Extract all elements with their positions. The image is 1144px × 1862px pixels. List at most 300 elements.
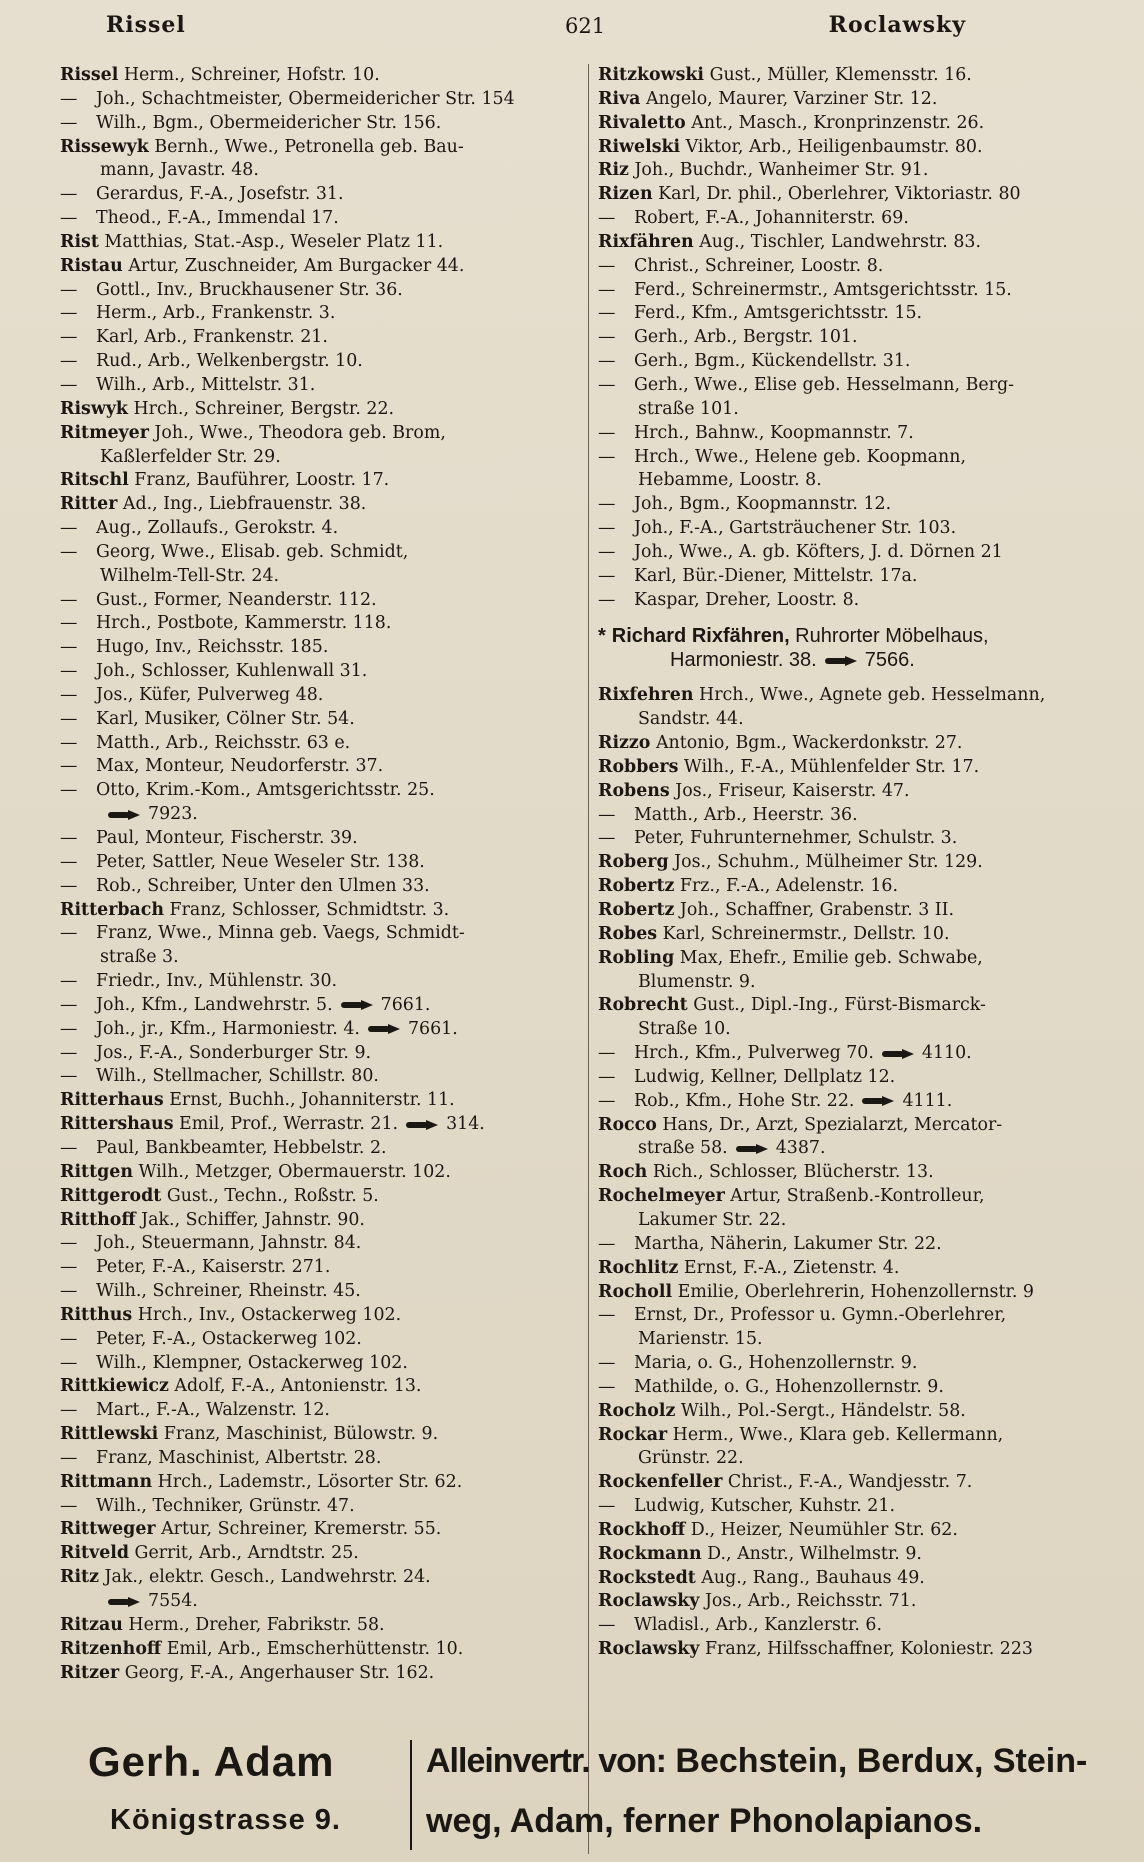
entry-dash: — — [60, 851, 78, 872]
entry-details: Wilh., F.-A., Mühlenfelder Str. 17. — [678, 756, 980, 777]
entry-surname: Roclawsky — [598, 1639, 700, 1660]
directory-entry — [60, 1280, 580, 1304]
entry-line — [60, 1328, 580, 1352]
entry-line — [60, 994, 580, 1018]
directory-entry — [598, 994, 1118, 1042]
entry-details: Rud., Arb., Welkenbergstr. 10. — [96, 351, 363, 372]
entry-line — [598, 112, 1118, 136]
directory-entry — [60, 1089, 580, 1113]
entry-details: Hrch., Kfm., Pulverweg 70. — [634, 1043, 874, 1064]
entry-dash: — — [60, 971, 78, 992]
entry-line — [60, 636, 580, 660]
entry-dash: — — [60, 732, 78, 753]
entry-surname: Robrecht — [598, 995, 688, 1016]
entry-line — [60, 899, 580, 923]
directory-entry — [598, 422, 1118, 446]
entry-details: Gerh., Bgm., Kückendellstr. 31. — [634, 351, 911, 372]
entry-dash: — — [60, 1018, 78, 1039]
entry-details: Gust., Techn., Roßstr. 5. — [161, 1185, 379, 1206]
entry-line — [598, 589, 1118, 613]
ad-entry-name: Richard Rixfähren, — [611, 625, 790, 648]
entry-continuation: Sandstr. 44. — [638, 709, 744, 730]
entry-surname: Ritterhaus — [60, 1090, 164, 1111]
directory-entry — [60, 612, 580, 636]
entry-line — [60, 88, 580, 112]
entry-line — [60, 851, 580, 875]
directory-entry — [60, 994, 580, 1018]
directory-entry — [60, 136, 580, 184]
directory-entry — [598, 541, 1118, 565]
entry-dash: — — [598, 804, 616, 825]
telephone-icon — [406, 1120, 440, 1130]
entry-line — [60, 1185, 580, 1209]
entry-dash: — — [60, 1352, 78, 1373]
entry-surname: Ritterbach — [60, 899, 165, 920]
entry-dash: — — [598, 1376, 616, 1397]
entry-surname: Ritveld — [60, 1543, 130, 1564]
directory-entry — [60, 88, 580, 112]
entry-dash: — — [598, 1305, 616, 1326]
entry-details: Ferd., Kfm., Amtsgerichtsstr. 15. — [634, 303, 923, 324]
entry-line — [598, 875, 1118, 899]
entry-line — [598, 183, 1118, 207]
entry-line — [60, 469, 580, 493]
directory-entry — [598, 88, 1118, 112]
entry-line — [60, 136, 580, 160]
entry-line — [60, 589, 580, 613]
entry-line — [60, 1256, 580, 1280]
entry-dash: — — [60, 1066, 78, 1087]
entry-continuation — [60, 803, 580, 827]
directory-entry — [598, 1042, 1118, 1066]
directory-entry — [598, 875, 1118, 899]
entry-details: Ferd., Schreinermstr., Amtsgerichtsstr. 15. — [634, 279, 1012, 300]
directory-entry — [598, 1638, 1118, 1662]
entry-dash: — — [598, 374, 616, 395]
directory-entry — [60, 1638, 580, 1662]
telephone-number: 7661. — [360, 1019, 458, 1039]
entry-details: Christ., F.-A., Wandjesstr. 7. — [722, 1472, 973, 1493]
entry-line — [60, 612, 580, 636]
directory-entry — [598, 1614, 1118, 1638]
entry-surname: Rockar — [598, 1424, 668, 1445]
entry-details: Artur, Schreiner, Kremerstr. 55. — [155, 1519, 442, 1540]
entry-line — [598, 1567, 1118, 1591]
entry-line — [60, 779, 580, 803]
entry-details: Wilh., Techniker, Grünstr. 47. — [96, 1495, 355, 1516]
entry-surname: Ritter — [60, 494, 118, 515]
entry-details: Matth., Arb., Reichsstr. 63 e. — [96, 732, 351, 753]
entry-dash: — — [598, 279, 616, 300]
directory-entry — [60, 302, 580, 326]
directory-entry — [598, 827, 1118, 851]
entry-dash: — — [60, 1233, 78, 1254]
directory-entry — [598, 1066, 1118, 1090]
directory-entry — [60, 1018, 580, 1042]
entry-line — [60, 1566, 580, 1590]
entry-line — [598, 851, 1118, 875]
entry-line — [60, 1399, 580, 1423]
entry-line — [60, 422, 580, 446]
directory-entry — [60, 1399, 580, 1423]
ad-line-1 — [426, 1742, 1087, 1781]
directory-entry — [598, 1233, 1118, 1257]
directory-entry — [60, 1614, 580, 1638]
ad-divider — [410, 1740, 412, 1850]
entry-details: Peter, F.-A., Ostackerweg 102. — [96, 1328, 362, 1349]
entry-details: Joh., jr., Kfm., Harmoniestr. 4. — [96, 1018, 360, 1039]
entry-surname: Rittgen — [60, 1161, 133, 1182]
directory-entry — [598, 1471, 1118, 1495]
directory-entry — [598, 1376, 1118, 1400]
directory-entry — [60, 684, 580, 708]
entry-line — [598, 1424, 1118, 1448]
entry-details: Aug., Zollaufs., Gerokstr. 4. — [96, 518, 339, 539]
directory-entry — [598, 64, 1118, 88]
entry-line — [60, 1042, 580, 1066]
entry-line — [598, 1090, 1118, 1114]
entry-line — [598, 1161, 1118, 1185]
entry-line — [598, 374, 1118, 398]
entry-surname: Rissewyk — [60, 136, 149, 157]
entry-dash: — — [60, 1042, 78, 1063]
directory-entry — [60, 1328, 580, 1352]
directory-entry — [60, 231, 580, 255]
entry-line — [60, 493, 580, 517]
entry-surname: Ritschl — [60, 470, 129, 491]
directory-entry — [598, 804, 1118, 828]
entry-continuation: Lakumer Str. 22. — [638, 1209, 787, 1230]
entry-dash: — — [60, 684, 78, 705]
entry-details: Hrch., Inv., Ostackerweg 102. — [132, 1304, 402, 1325]
entry-surname: Rittlewski — [60, 1424, 159, 1445]
entry-line — [60, 1614, 580, 1638]
entry-surname: Rocholl — [598, 1281, 673, 1302]
entry-details: Friedr., Inv., Mühlenstr. 30. — [96, 971, 338, 992]
entry-details: Franz, Wwe., Minna geb. Vaegs, Schmidt- — [96, 923, 465, 944]
entry-line — [598, 994, 1118, 1018]
entry-surname: Robertz — [598, 900, 675, 920]
directory-entry — [60, 1352, 580, 1376]
directory-entry — [598, 255, 1118, 279]
ad-company-name: Gerh. Adam — [88, 1738, 335, 1785]
entry-surname: Rist — [60, 231, 99, 252]
directory-entry — [598, 1519, 1118, 1543]
directory-entry — [598, 780, 1118, 804]
entry-line — [598, 732, 1118, 756]
entry-surname: Rockmann — [598, 1543, 702, 1564]
entry-details: Joh., Schachtmeister, Obermeidericher Str. 154 — [96, 88, 515, 109]
entry-details: Karl, Arb., Frankenstr. 21. — [96, 327, 328, 348]
entry-surname: Rizen — [598, 184, 653, 205]
directory-entry — [598, 1590, 1118, 1614]
telephone-number: 4387. — [728, 1138, 826, 1158]
entry-details: Joh., Steuermann, Jahnstr. 84. — [96, 1233, 362, 1254]
directory-entry — [598, 1495, 1118, 1519]
entry-line — [60, 231, 580, 255]
entry-line — [60, 1280, 580, 1304]
entry-details: Joh., Kfm., Landwehrstr. 5. — [96, 994, 333, 1015]
ad-address: Königstrasse 9. — [110, 1804, 341, 1836]
directory-entry — [60, 1471, 580, 1495]
entry-line — [60, 517, 580, 541]
entry-line — [60, 1662, 580, 1686]
entry-dash: — — [60, 923, 78, 944]
entry-line — [598, 446, 1118, 470]
entry-line — [598, 350, 1118, 374]
entry-dash: — — [60, 541, 78, 562]
telephone-number: 4110. — [874, 1043, 972, 1063]
directory-entry — [598, 350, 1118, 374]
entry-line — [60, 1638, 580, 1662]
directory-entry — [60, 279, 580, 303]
entry-details: Jak., elektr. Gesch., Landwehrstr. 24. — [98, 1567, 431, 1588]
telephone-number: 4111. — [854, 1091, 952, 1111]
directory-entry — [60, 1566, 580, 1614]
entry-continuation: Grünstr. 22. — [638, 1448, 744, 1469]
entry-details: Antonio, Bgm., Wackerdonkstr. 27. — [650, 733, 963, 754]
entry-line — [598, 255, 1118, 279]
entry-surname: Rocholz — [598, 1400, 676, 1421]
entry-continuation: Blumenstr. 9. — [638, 971, 756, 992]
entry-details: Matth., Arb., Heerstr. 36. — [634, 804, 858, 825]
entry-line — [60, 1161, 580, 1185]
ad-line-1-lead: Alleinvertr. von: — [426, 1742, 666, 1780]
entry-details: Karl, Schreinermstr., Dellstr. 10. — [657, 923, 950, 944]
directory-entry — [60, 1137, 580, 1161]
ad-star: * — [598, 625, 606, 648]
entry-details: Ernst, Buchh., Johanniterstr. 11. — [163, 1090, 455, 1111]
directory-entry — [60, 469, 580, 493]
directory-entry — [60, 922, 580, 970]
entry-details: Joh., Schlosser, Kuhlenwall 31. — [96, 661, 368, 682]
entry-details: Herm., Schreiner, Hofstr. 10. — [118, 65, 380, 85]
telephone-icon — [368, 1024, 402, 1034]
column-divider — [588, 64, 589, 1854]
entry-details: Jos., Arb., Reichsstr. 71. — [699, 1591, 917, 1612]
directory-entry — [598, 183, 1118, 207]
entry-line — [60, 374, 580, 398]
entry-details: Paul, Monteur, Fischerstr. 39. — [96, 828, 358, 848]
entry-dash: — — [60, 327, 78, 348]
entry-surname: Rittkiewicz — [60, 1376, 169, 1397]
entry-dash: — — [60, 374, 78, 395]
entry-details: Gerrit, Arb., Arndtstr. 25. — [129, 1543, 359, 1564]
entry-details: Jos., Schuhm., Mülheimer Str. 129. — [668, 852, 983, 873]
directory-entry — [60, 851, 580, 875]
entry-details: Joh., Wwe., A. gb. Köfters, J. d. Dörnen 21 — [634, 541, 1003, 562]
ad-entry-address: Harmoniestr. 38. 7566. — [670, 649, 915, 672]
directory-entry — [60, 1495, 580, 1519]
directory-entry — [60, 1423, 580, 1447]
directory-entry — [60, 207, 580, 231]
entry-surname: Robertz — [598, 876, 675, 897]
directory-entry — [598, 1281, 1118, 1305]
entry-dash: — — [598, 1233, 616, 1254]
entry-details: D., Anstr., Wilhelmstr. 9. — [701, 1543, 922, 1564]
entry-details: Rob., Schreiber, Unter den Ulmen 33. — [96, 875, 430, 896]
entry-details: Karl, Dr. phil., Oberlehrer, Viktoriastr. 80 — [652, 184, 1021, 205]
entry-surname: Ristau — [60, 255, 123, 276]
entry-details: Peter, F.-A., Kaiserstr. 271. — [96, 1257, 331, 1278]
directory-entry — [598, 374, 1118, 422]
entry-details: Hrch., Wwe., Helene geb. Koopmann, — [634, 446, 966, 467]
entry-line — [598, 1471, 1118, 1495]
entry-dash: — — [60, 208, 78, 229]
directory-entry — [60, 1662, 580, 1686]
entry-details: Hugo, Inv., Reichsstr. 185. — [96, 637, 329, 658]
entry-line — [60, 1423, 580, 1447]
entry-details: Emil, Arb., Emscherhüttenstr. 10. — [161, 1638, 464, 1659]
entry-surname: Rockenfeller — [598, 1472, 723, 1493]
entry-line — [60, 326, 580, 350]
header-right-keyword: Roclawsky — [828, 12, 966, 38]
entry-details: Gust., Müller, Klemensstr. 16. — [704, 65, 972, 85]
entry-dash: — — [598, 208, 616, 229]
directory-entry — [60, 255, 580, 279]
directory-entry — [60, 541, 580, 589]
directory-entry — [60, 779, 580, 827]
entry-line — [60, 755, 580, 779]
entry-line — [598, 302, 1118, 326]
entry-details: Mart., F.-A., Walzenstr. 12. — [96, 1400, 330, 1421]
entry-details: Gust., Dipl.-Ing., Fürst-Bismarck- — [687, 995, 986, 1016]
entry-details: Wilh., Schreiner, Rheinstr. 45. — [96, 1281, 361, 1302]
entry-details: Max, Ehefr., Emilie geb. Schwabe, — [674, 947, 983, 968]
entry-details: Artur, Zuschneider, Am Burgacker 44. — [122, 255, 465, 276]
directory-entry — [60, 112, 580, 136]
entry-line — [598, 1257, 1118, 1281]
entry-line — [598, 1590, 1118, 1614]
entry-dash: — — [60, 994, 78, 1015]
directory-entry — [598, 159, 1118, 183]
entry-line — [60, 1232, 580, 1256]
directory-entry — [60, 827, 580, 851]
entry-dash: — — [60, 518, 78, 539]
entry-surname: Roclawsky — [598, 1591, 700, 1612]
entry-details: Aug., Rang., Bauhaus 49. — [695, 1567, 925, 1588]
directory-entry — [60, 660, 580, 684]
entry-dash: — — [598, 541, 616, 562]
directory-entry — [598, 947, 1118, 995]
entry-line — [598, 493, 1118, 517]
entry-dash: — — [60, 88, 78, 109]
entry-dash: — — [60, 1281, 78, 1302]
entry-dash: — — [598, 518, 616, 539]
entry-details: Karl, Musiker, Cölner Str. 54. — [96, 708, 355, 729]
directory-entry — [60, 1042, 580, 1066]
entry-dash: — — [60, 1328, 78, 1349]
entry-dash: — — [60, 184, 78, 205]
entry-dash: — — [60, 112, 78, 133]
entry-line — [598, 1233, 1118, 1257]
entry-dash: — — [60, 1137, 78, 1158]
header-left-keyword: Rissel — [106, 12, 186, 38]
entry-details: Ad., Ing., Liebfrauenstr. 38. — [117, 494, 367, 515]
directory-entry — [60, 1256, 580, 1280]
telephone-icon — [108, 1597, 142, 1607]
entry-details: Mathilde, o. G., Hohenzollernstr. 9. — [634, 1376, 944, 1397]
entry-surname: Rittershaus — [60, 1114, 174, 1135]
directory-entry — [598, 1352, 1118, 1376]
entry-surname: Rizzo — [598, 733, 651, 754]
entry-dash: — — [60, 637, 78, 658]
directory-entry — [60, 350, 580, 374]
directory-entry — [60, 183, 580, 207]
entry-surname: Ritz — [60, 1567, 99, 1588]
entry-details: Karl, Bür.-Diener, Mittelstr. 17a. — [634, 565, 918, 586]
entry-surname: Rittgerodt — [60, 1185, 162, 1206]
entry-surname: Ritthus — [60, 1304, 133, 1325]
entry-dash: — — [60, 613, 78, 634]
entry-dash: — — [60, 1400, 78, 1421]
entry-line — [60, 1018, 580, 1042]
entry-line — [598, 1281, 1118, 1305]
entry-details: Hans, Dr., Arzt, Spezialarzt, Mercator- — [656, 1114, 1003, 1135]
entry-dash: — — [598, 1043, 616, 1064]
entry-details: Wilh., Klempner, Ostackerweg 102. — [96, 1352, 408, 1373]
entry-details: Artur, Straßenb.-Kontrolleur, — [724, 1186, 985, 1207]
entry-line — [60, 1137, 580, 1161]
entry-line — [60, 922, 580, 946]
entry-continuation: Straße 10. — [638, 1019, 731, 1040]
entry-line — [60, 279, 580, 303]
directory-entry — [598, 136, 1118, 160]
directory-entry — [60, 64, 580, 88]
entry-dash: — — [598, 1353, 616, 1374]
directory-entry — [598, 1400, 1118, 1424]
directory-entry — [598, 1304, 1118, 1352]
entry-line — [598, 279, 1118, 303]
entry-details: Martha, Näherin, Lakumer Str. 22. — [634, 1233, 942, 1254]
directory-entry — [598, 899, 1118, 923]
entry-surname: Rivaletto — [598, 112, 686, 133]
entry-details: Ludwig, Kutscher, Kuhstr. 21. — [634, 1496, 895, 1517]
entry-line — [60, 1375, 580, 1399]
entry-details: Frz., F.-A., Adelenstr. 16. — [674, 876, 898, 897]
directory-entry — [598, 1185, 1118, 1233]
entry-details: Ant., Masch., Kronprinzenstr. 26. — [685, 112, 985, 133]
entry-details: Bernh., Wwe., Petronella geb. Bau- — [148, 136, 464, 157]
directory-entry — [598, 517, 1118, 541]
entry-details: Wilh., Pol.-Sergt., Händelstr. 58. — [675, 1400, 966, 1421]
entry-continuation: mann, Javastr. 48. — [100, 160, 259, 181]
directory-entry — [598, 493, 1118, 517]
directory-entry — [60, 1304, 580, 1328]
directory-entry — [60, 1232, 580, 1256]
directory-entry — [60, 517, 580, 541]
entry-details: Emilie, Oberlehrerin, Hohenzollernstr. 9 — [672, 1281, 1034, 1302]
entry-line — [598, 1543, 1118, 1567]
directory-entry — [598, 1567, 1118, 1591]
entry-line — [60, 1471, 580, 1495]
telephone-icon — [882, 1049, 916, 1059]
ad-entry-text: Ruhrorter Möbelhaus, — [789, 625, 989, 648]
directory-entry — [598, 112, 1118, 136]
telephone-icon — [825, 656, 859, 666]
entry-line — [598, 756, 1118, 780]
entry-details: Viktor, Arb., Heiligenbaumstr. 80. — [680, 136, 983, 157]
entry-surname: Robes — [598, 923, 658, 944]
entry-dash: — — [60, 1447, 78, 1468]
entry-line — [60, 1542, 580, 1566]
entry-details: Gust., Former, Neanderstr. 112. — [96, 589, 377, 610]
entry-details: Hrch., Wwe., Agnete geb. Hesselmann, — [693, 685, 1046, 706]
entry-details: Rich., Schlosser, Blücherstr. 13. — [647, 1162, 934, 1183]
entry-dash: — — [598, 1090, 616, 1111]
entry-line — [60, 1352, 580, 1376]
directory-entry — [60, 899, 580, 923]
